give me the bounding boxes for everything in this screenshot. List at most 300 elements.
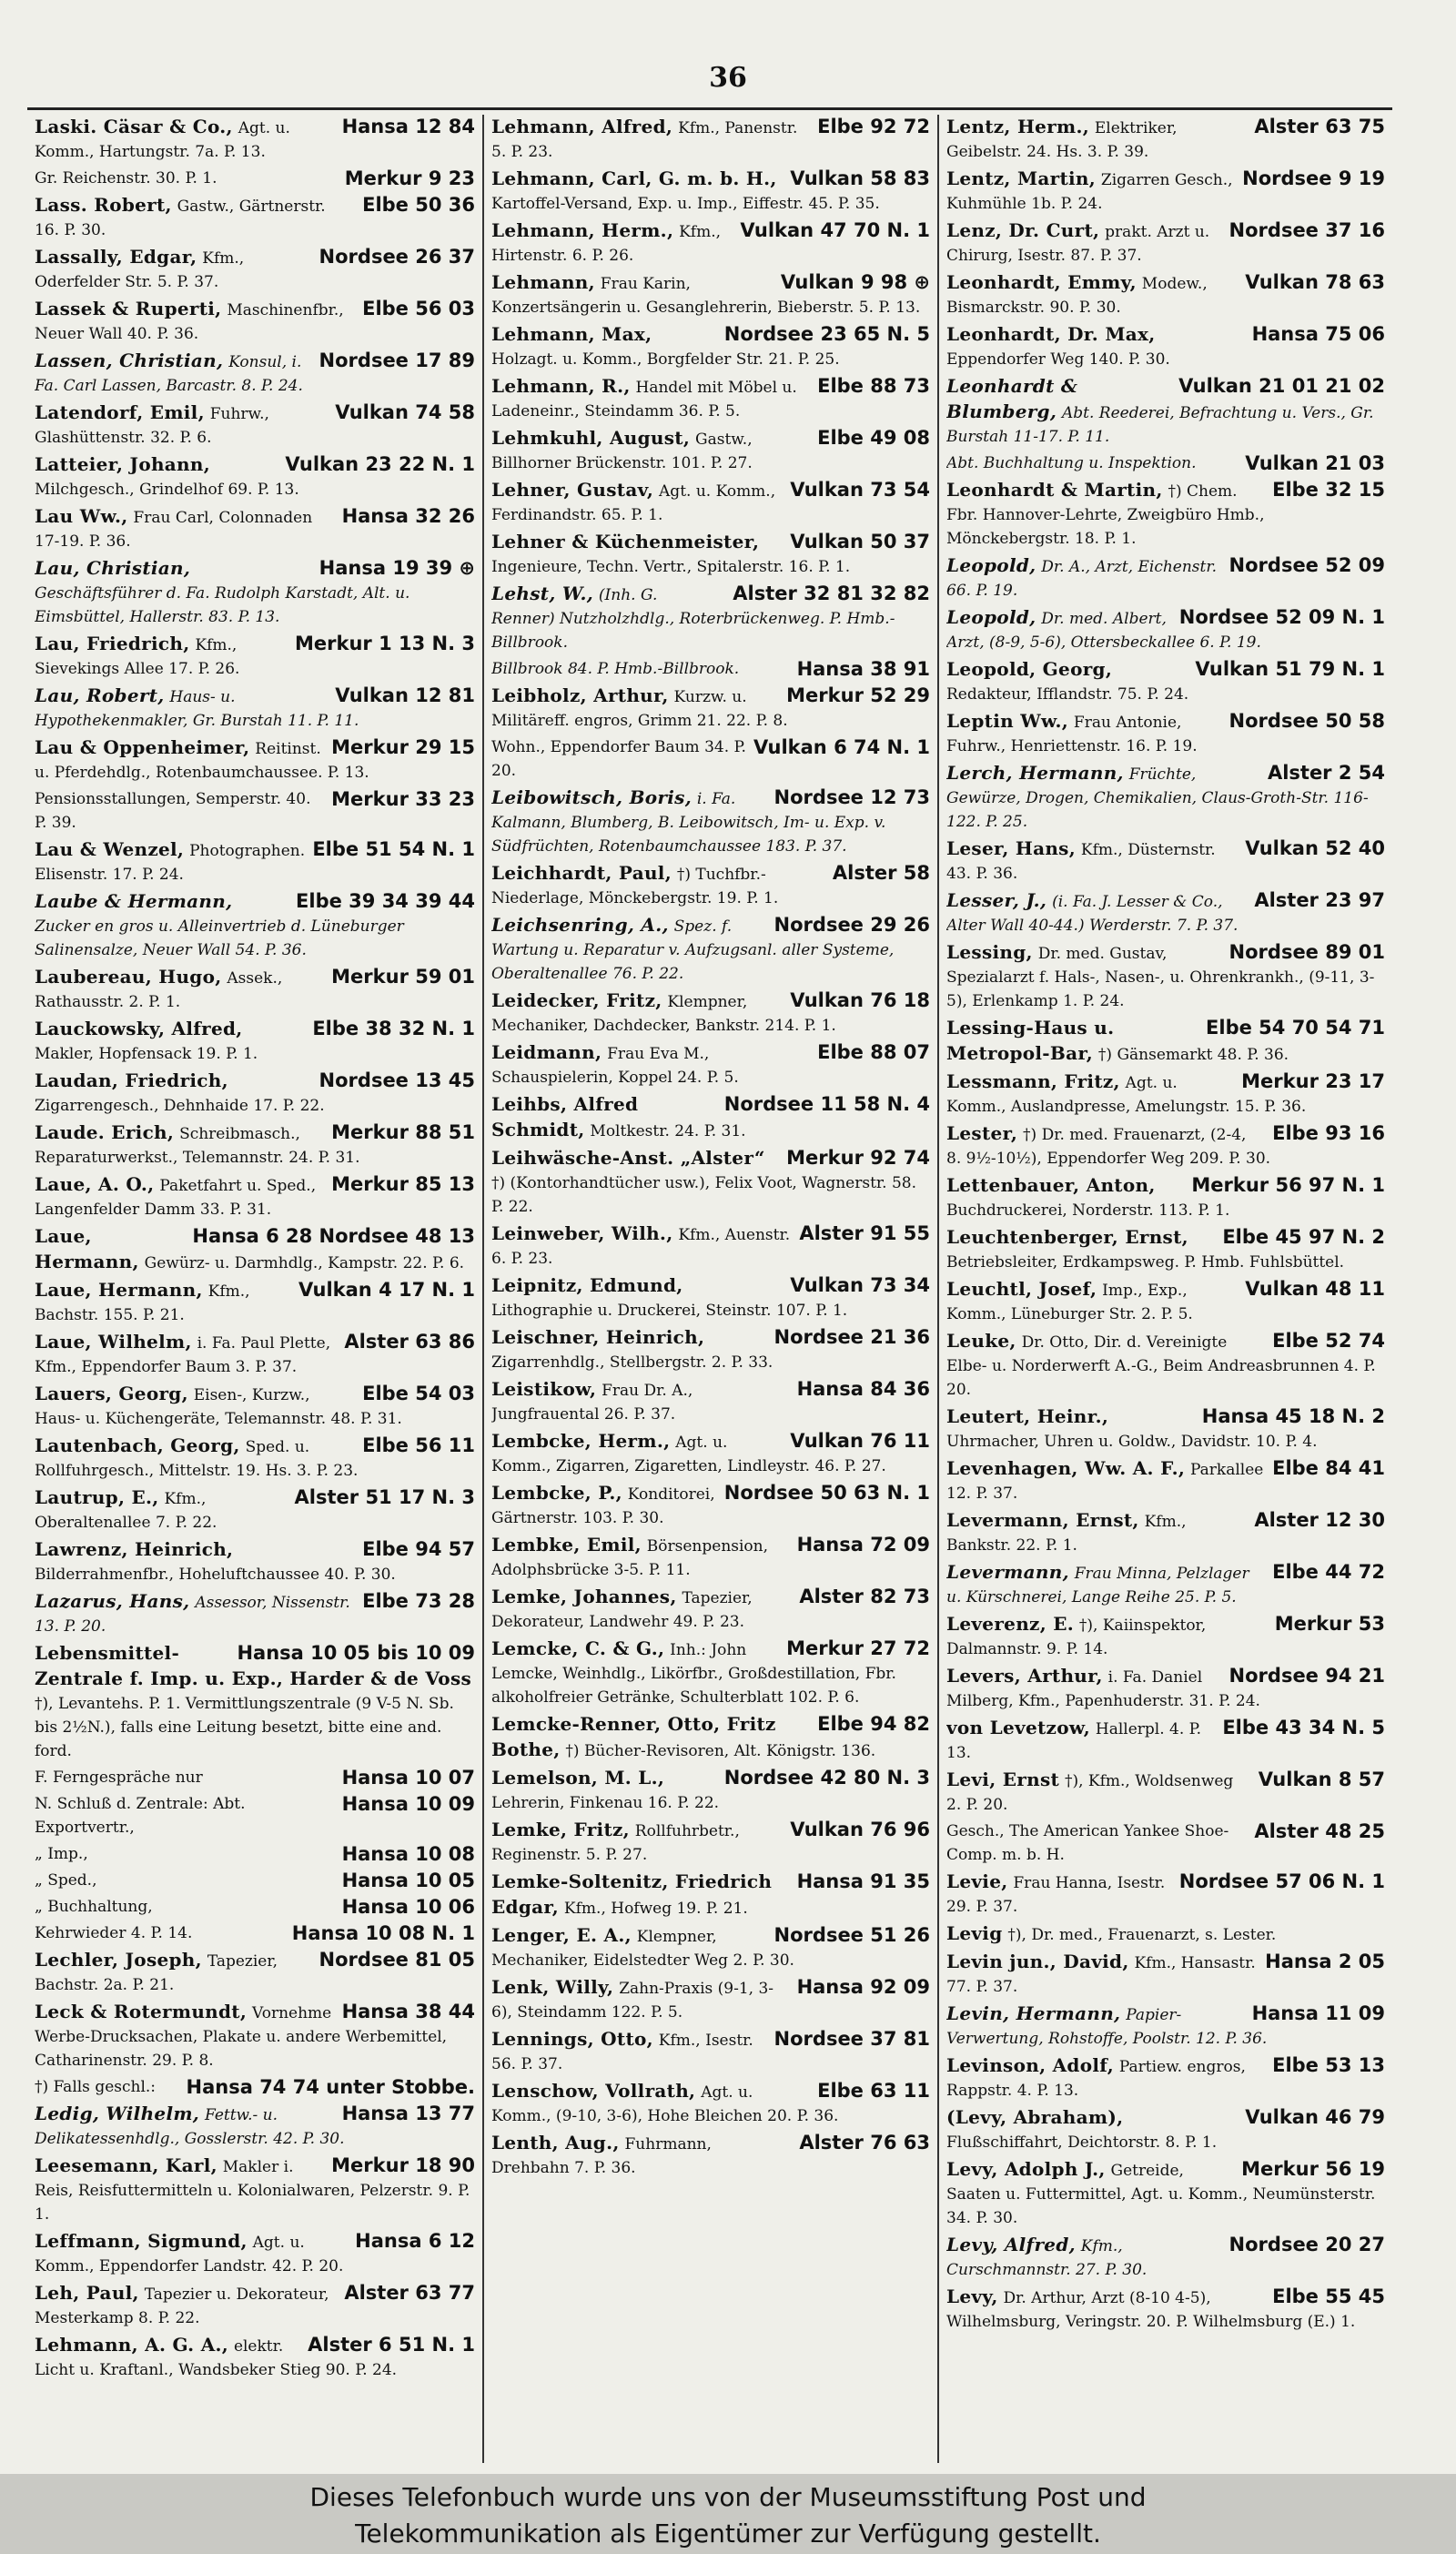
directory-entry	[946, 1277, 1385, 1326]
entry-phone: Elbe 53 13	[1272, 2054, 1385, 2076]
entry-name: Lazarus, Hans,	[35, 1590, 190, 1612]
entry-phone: Nordsee 23 65 N. 5	[723, 323, 930, 345]
entry-phone: Hansa 75 06	[1251, 323, 1385, 345]
directory-entry	[491, 684, 930, 733]
entry-phone: Alster 32 81 32 82	[733, 583, 930, 604]
entry-details: Kfm., Bachstr. 155. P. 21.	[35, 1282, 250, 1324]
directory-entry	[491, 1481, 930, 1530]
directory-entry	[35, 1948, 475, 1997]
entry-details: Flußschiffahrt, Deichtorstr. 8. P. 1.	[946, 2133, 1218, 2152]
entry-details: Agt. u. Komm., Ferdinandstr. 65. P. 1.	[491, 482, 776, 524]
entry-details: Billbrook 84. P. Hmb.-Billbrook.	[491, 660, 740, 678]
entry-phone: Elbe 94 82	[817, 1713, 930, 1735]
entry-details: †) (Kontorhandtücher usw.), Felix Voot, Wagnerstr. 58. P. 22.	[491, 1174, 917, 1216]
entry-name: Levinson, Adolf,	[946, 2054, 1114, 2076]
directory-entry	[946, 605, 1385, 654]
directory-entry	[491, 1637, 930, 1709]
directory-entry	[491, 1923, 930, 1972]
entry-details: Gewürz- u. Darmhdlg., Kampstr. 22. P. 6.	[144, 1254, 465, 1272]
directory-entry	[491, 1585, 930, 1634]
directory-entry	[491, 478, 930, 527]
entry-details: Konditorei, Gärtnerstr. 103. P. 30.	[491, 1485, 715, 1527]
entry-name: (Levy, Abraham),	[946, 2106, 1124, 2128]
entry-name: Laubereau, Hugo,	[35, 966, 222, 988]
entry-name: Leibowitsch, Boris,	[491, 786, 692, 808]
entry-name: Latendorf, Emil,	[35, 401, 205, 423]
entry-details: Kfm., Bankstr. 22. P. 1.	[946, 1513, 1187, 1555]
entry-details: i. Fa. Daniel Milberg, Kfm., Papenhuderstr. 31. P. 24.	[946, 1668, 1260, 1710]
entry-phone: Hansa 74 74 unter Stobbe.	[186, 2076, 475, 2098]
directory-entry	[35, 349, 475, 398]
entry-name: Laude. Erich,	[35, 1121, 175, 1143]
entry-details: Inh.: John Lemcke, Weinhdlg., Likörfbr., Großdestillation, Fbr. alkoholfreier Getränke, Schulterblatt 102. P. 6.	[491, 1641, 896, 1707]
entry-name: Leutert, Heinr.,	[946, 1405, 1109, 1427]
directory-entry	[946, 1921, 1385, 1947]
directory-entry	[946, 1404, 1385, 1454]
directory-entry	[491, 270, 930, 319]
entry-details: Tapezier, Dekorateur, Landwehr 49. P. 23.	[491, 1589, 753, 1631]
entry-phone: Vulkan 50 37	[790, 531, 930, 552]
entry-name: Leichsenring, A.,	[491, 914, 669, 936]
entry-details: Frau Dr. A., Jungfrauental 26. P. 37.	[491, 1382, 693, 1424]
entry-phone: Hansa 6 12	[355, 2230, 475, 2252]
entry-phone: Alster 63 77	[344, 2282, 475, 2304]
entry-details: Dr. med. Albert, Arzt, (8-9, 5-6), Ottersbeckallee 6. P. 19.	[946, 610, 1261, 652]
directory-entry	[35, 1869, 475, 1892]
directory-entry	[946, 761, 1385, 834]
directory-entry	[946, 1121, 1385, 1171]
entry-phone: Hansa 72 09	[796, 1534, 930, 1556]
directory-entry	[946, 1664, 1385, 1713]
entry-details: Fettw.- u. Delikatessenhdlg., Gosslerstr. 42. P. 30.	[35, 2106, 345, 2148]
entry-phone: Hansa 91 35	[796, 1870, 930, 1892]
entry-phone: Vulkan 76 11	[790, 1430, 930, 1452]
entry-details: Assek., Rathausstr. 2. P. 1.	[35, 969, 283, 1011]
footer-line-2: Telekommunikation als Eigentümer zur Verfügung gestellt.	[355, 2519, 1101, 2549]
entry-name: Lehmann, R.,	[491, 375, 631, 397]
entry-name: von Levetzow,	[946, 1717, 1090, 1738]
entry-details: †) Bücher-Revisoren, Alt. Königstr. 136.	[565, 1742, 876, 1760]
directory-entry	[946, 888, 1385, 937]
entry-details: Agt. u. Komm., Auslandpresse, Amelungstr. 15. P. 36.	[946, 1074, 1307, 1116]
entry-phone: Elbe 93 16	[1272, 1122, 1385, 1144]
entry-phone: Merkur 92 74	[786, 1147, 930, 1169]
directory-entry	[946, 218, 1385, 268]
entry-name: Lenschow, Vollrath,	[491, 2080, 696, 2102]
entry-details: †) Tuchfbr.-Niederlage, Mönckebergstr. 19. P. 1.	[491, 866, 779, 907]
entry-phone: Merkur 9 23	[344, 167, 475, 189]
entry-details: Kfm., Auenstr. 6. P. 23.	[491, 1226, 791, 1268]
entry-phone: Hansa 10 08 N. 1	[291, 1922, 475, 1944]
entry-details: Gesch., The American Yankee Shoe-Comp. m. b. H.	[946, 1822, 1229, 1864]
entry-details: †), Kfm., Woldsenweg 2. P. 20.	[946, 1772, 1234, 1814]
directory-entry	[946, 1329, 1385, 1402]
entry-phone: Alster 48 25	[1254, 1820, 1385, 1842]
entry-name: Lawrenz, Heinrich,	[35, 1538, 234, 1560]
entry-details: Kfm., Oderfelder Str. 5. P. 37.	[35, 249, 245, 291]
entry-phone: Merkur 18 90	[331, 2154, 475, 2176]
directory-entry	[35, 193, 475, 242]
entry-name: Leopold,	[946, 554, 1036, 576]
entry-details: Frau Minna, Pelzlager u. Kürschnerei, Lange Reihe 25. P. 5.	[946, 1565, 1249, 1606]
entry-name: Laue, A. O.,	[35, 1173, 155, 1195]
entry-details: Handel mit Möbel u. Ladeneinr., Steindamm 36. P. 5.	[491, 379, 797, 421]
entry-name: Lautrup, E.,	[35, 1486, 159, 1508]
entry-name: Lau Ww.,	[35, 505, 128, 527]
entry-name: Leptin Ww.,	[946, 710, 1069, 732]
entry-phone: Elbe 43 34 N. 5	[1222, 1717, 1385, 1738]
entry-phone: Vulkan 51 79 N. 1	[1195, 658, 1385, 680]
entry-details: Klempner, Mechaniker, Eidelstedter Weg 2. P. 30.	[491, 1928, 794, 1970]
directory-entry	[35, 556, 475, 629]
entry-name: Levy, Alfred,	[946, 2234, 1076, 2255]
entry-phone: Hansa 10 08	[341, 1843, 475, 1865]
entry-details: Vornehme Werbe-Drucksachen, Plakate u. andere Werbemittel, Catharinenstr. 29. P. 8.	[35, 2004, 448, 2070]
entry-name: Lehmann, Max,	[491, 323, 652, 345]
directory-entry	[35, 1017, 475, 1066]
entry-details: „ Buchhaltung,	[35, 1898, 153, 1916]
entry-phone: Nordsee 13 45	[318, 1069, 475, 1091]
directory-entry	[35, 245, 475, 294]
directory-entry	[946, 657, 1385, 706]
entry-phone: Alster 91 55	[799, 1222, 930, 1244]
entry-name: Leonhardt & Martin,	[946, 479, 1163, 501]
directory-entry	[491, 735, 930, 783]
directory-entry	[35, 889, 475, 962]
entry-phone: Elbe 73 28	[362, 1590, 475, 1612]
directory-entry	[946, 2285, 1385, 2334]
entry-details: Getreide, Saaten u. Futtermittel, Agt. u. Komm., Neumünsterstr. 34. P. 30.	[946, 2162, 1376, 2227]
entry-details: Zucker en gros u. Alleinvertrieb d. Lüneburger Salinensalze, Neuer Wall 54. P. 36.	[35, 917, 404, 959]
entry-phone: Elbe 63 11	[817, 2080, 930, 2102]
entry-name: Lemelson, M. L.,	[491, 1767, 665, 1789]
entry-phone: Elbe 54 70 54 71	[1206, 1017, 1385, 1039]
directory-entry	[35, 297, 475, 346]
directory-entry	[35, 1278, 475, 1327]
entry-phone: Elbe 56 11	[362, 1434, 475, 1456]
entry-name: Levig	[946, 1922, 1003, 1944]
entry-phone: Elbe 52 74	[1272, 1330, 1385, 1352]
entry-name: Lassen, Christian,	[35, 350, 224, 371]
entry-phone: Hansa 12 84	[341, 116, 475, 137]
entry-name: Levi, Ernst	[946, 1769, 1060, 1790]
directory-entry	[35, 1172, 475, 1221]
entry-details: Fuhrmann, Drehbahn 7. P. 36.	[491, 2135, 712, 2177]
entry-name: Laue, Hermann,	[35, 1279, 203, 1301]
directory-entry	[946, 940, 1385, 1013]
entry-details: Börsenpension, Adolphsbrücke 3-5. P. 11.	[491, 1537, 769, 1579]
entry-phone: Vulkan 52 40	[1245, 837, 1385, 859]
entry-phone: Nordsee 12 73	[774, 786, 930, 808]
directory-entry	[491, 2131, 930, 2180]
directory-entry	[35, 684, 475, 733]
entry-details: Tapezier u. Dekorateur, Mesterkamp 8. P. 22.	[35, 2285, 329, 2327]
entry-phone: Vulkan 76 96	[790, 1819, 930, 1840]
directory-entry	[946, 1508, 1385, 1557]
directory-entry	[946, 1716, 1385, 1765]
directory-entry	[35, 1895, 475, 1919]
entry-details: Kfm., Düsternstr. 43. P. 36.	[946, 841, 1216, 883]
directory-entry	[35, 115, 475, 164]
entry-details: Kurzw. u. Militäreff. engros, Grimm 21. 22. P. 8.	[491, 688, 788, 730]
entry-name: Lauckowsky, Alfred,	[35, 1018, 243, 1039]
entry-phone: Nordsee 94 21	[1228, 1665, 1385, 1687]
entry-details: Fuhrw., Glashüttenstr. 32. P. 6.	[35, 405, 269, 447]
entry-details: Früchte, Gewürze, Drogen, Chemikalien, Claus-Groth-Str. 116-122. P. 25.	[946, 765, 1369, 831]
entry-details: N. Schluß d. Zentrale: Abt. Exportvertr.,	[35, 1795, 246, 1837]
entry-details: Elektriker, Geibelstr. 24. Hs. 3. P. 39.	[946, 119, 1178, 161]
entry-details: Gr. Reichenstr. 30. P. 1.	[35, 169, 217, 187]
entry-name: Leonhardt, Emmy,	[946, 271, 1137, 293]
entry-phone: Alster 6 51 N. 1	[308, 2334, 475, 2356]
directory-entry	[35, 1382, 475, 1431]
entry-details: Uhrmacher, Uhren u. Goldw., Davidstr. 10. P. 4.	[946, 1433, 1318, 1451]
entry-details: Dr. med. Gustav, Spezialarzt f. Hals-, Nasen-, u. Ohrenkrankh., (9-11, 3-5), Erlenkamp 1. P. 24.	[946, 945, 1375, 1010]
entry-name: Lenger, E. A.,	[491, 1924, 632, 1946]
entry-phone: Merkur 56 97 N. 1	[1191, 1174, 1385, 1196]
entry-name: Lembcke, P.,	[491, 1482, 622, 1504]
entry-details: †), Levantehs. P. 1. Vermittlungszentrale (9 V-5 N. Sb. bis 2½N.), falls eine Leitung besetzt, bitte eine and. ford.	[35, 1695, 454, 1760]
directory-entry	[946, 374, 1385, 449]
entry-name: Latteier, Johann,	[35, 453, 211, 475]
entry-phone: Merkur 56 19	[1241, 2158, 1385, 2180]
directory-entry	[35, 787, 475, 835]
entry-details: i. Fa. Paul Plette, Kfm., Eppendorfer Baum 3. P. 37.	[35, 1334, 331, 1376]
directory-entry	[946, 1456, 1385, 1505]
entry-phone: Hansa 38 44	[341, 2001, 475, 2022]
entry-phone: Merkur 88 51	[331, 1121, 475, 1143]
entry-name: Lessing,	[946, 941, 1033, 963]
directory-entry	[35, 837, 475, 887]
entry-phone: Elbe 39 34 39 44	[296, 890, 475, 912]
directory-entry	[491, 1325, 930, 1374]
entry-phone: Alster 63 86	[344, 1331, 475, 1353]
entry-phone: Vulkan 9 98 ⊕	[780, 271, 930, 293]
entry-phone: Hansa 19 39 ⊕	[318, 557, 475, 579]
entry-details: Pensionsstallungen, Semperstr. 40. P. 39.	[35, 790, 311, 832]
directory-entry	[946, 2157, 1385, 2230]
directory-entry	[35, 1434, 475, 1483]
directory-entry	[946, 1768, 1385, 1817]
entry-name: Lehmann, A. G. A.,	[35, 2334, 229, 2356]
directory-entry	[35, 504, 475, 553]
entry-phone: Vulkan 4 17 N. 1	[298, 1279, 475, 1301]
directory-entry	[946, 451, 1385, 475]
entry-phone: Vulkan 23 22 N. 1	[285, 453, 475, 475]
entry-details: Abt. Buchhaltung u. Inspektion.	[946, 454, 1197, 472]
page-number: 36	[709, 62, 747, 94]
entry-details: Kfm., Curschmannstr. 27. P. 30.	[946, 2237, 1148, 2279]
entry-phone: Elbe 51 54 N. 1	[312, 838, 475, 860]
entry-name: Lauers, Georg,	[35, 1383, 188, 1404]
entry-name: Leonhardt & Blumberg,	[946, 375, 1078, 422]
entry-details: Kfm., Sievekings Allee 17. P. 26.	[35, 636, 240, 678]
entry-phone: Hansa 11 09	[1251, 2002, 1385, 2024]
entry-details: Zahn-Praxis (9-1, 3-6), Steindamm 122. P. 5.	[491, 1980, 774, 2022]
entry-details: Lehrerin, Finkenau 16. P. 22.	[491, 1794, 720, 1812]
entry-details: Makler, Hopfensack 19. P. 1.	[35, 1045, 258, 1063]
entry-name: Lehmkuhl, August,	[491, 427, 691, 449]
entry-name: Lau, Christian,	[35, 557, 191, 579]
entry-phone: Alster 2 54	[1267, 762, 1385, 784]
entry-phone: Elbe 92 72	[817, 116, 930, 137]
entry-phone: Hansa 2 05	[1265, 1951, 1385, 1972]
entry-details: Ingenieure, Techn. Vertr., Spitalerstr. 16. P. 1.	[491, 558, 851, 576]
entry-phone: Hansa 92 09	[796, 1976, 930, 1998]
entry-name: Leonhardt, Dr. Max,	[946, 323, 1156, 345]
entry-name: Leidecker, Fritz,	[491, 989, 662, 1011]
entry-details: Kfm., Hansastr. 77. P. 37.	[946, 1954, 1256, 1996]
entry-phone: Vulkan 21 01 21 02	[1178, 375, 1385, 397]
entry-details: Dr. Otto, Dir. d. Vereinigte Elbe- u. Norderwerft A.-G., Beim Andreasbrunnen 4. P. 20.	[946, 1333, 1376, 1399]
entry-phone: Hansa 38 91	[796, 658, 930, 680]
entry-phone: Elbe 44 72	[1272, 1561, 1385, 1583]
entry-name: Leichhardt, Paul,	[491, 862, 672, 884]
entry-phone: Hansa 6 28 Nordsee 48 13	[192, 1225, 475, 1247]
entry-phone: Vulkan 74 58	[335, 401, 475, 423]
entry-phone: Nordsee 50 63 N. 1	[723, 1482, 930, 1504]
directory-entry	[946, 478, 1385, 551]
entry-name: Leinweber, Wilh.,	[491, 1222, 673, 1244]
entry-details: Assessor, Nissenstr. 13. P. 20.	[35, 1594, 350, 1636]
entry-details: Kfm., Hirtenstr. 6. P. 26.	[491, 223, 722, 265]
entry-phone: Elbe 38 32 N. 1	[312, 1018, 475, 1039]
entry-phone: Elbe 88 07	[817, 1041, 930, 1063]
entry-name: Levie,	[946, 1870, 1008, 1892]
directory-entry	[35, 1485, 475, 1535]
entry-phone: Nordsee 42 80 N. 3	[723, 1767, 930, 1789]
entry-name: Lerch, Hermann,	[946, 762, 1124, 784]
entry-details: Agt. u. Komm., Zigarren, Zigaretten, Lindleystr. 46. P. 27.	[491, 1434, 886, 1475]
directory-entry	[35, 1921, 475, 1945]
entry-name: Leser, Hans,	[946, 837, 1076, 859]
entry-name: Laue, Hermann,	[35, 1225, 139, 1272]
entry-name: Leibholz, Arthur,	[491, 684, 669, 706]
entry-name: Levy,	[946, 2285, 998, 2307]
directory-entry	[35, 2333, 475, 2382]
entry-name: Leischner, Heinrich,	[491, 1326, 705, 1348]
entry-details: Kfm., Isestr. 56. P. 37.	[491, 2032, 753, 2073]
entry-name: Lassally, Edgar,	[35, 246, 197, 268]
entry-name: Leidmann,	[491, 1041, 602, 1063]
column-2	[482, 115, 937, 2463]
entry-name: Lessing-Haus u. Metropol-Bar,	[946, 1017, 1115, 1064]
directory-entry	[35, 2075, 475, 2099]
directory-entry	[491, 1533, 930, 1582]
entry-details: Agt. u. Komm., Eppendorfer Landstr. 42. P. 20.	[35, 2234, 344, 2275]
entry-phone: Merkur 85 13	[331, 1173, 475, 1195]
entry-phone: Nordsee 17 89	[318, 350, 475, 371]
directory-entry	[946, 1950, 1385, 1999]
entry-details: F. Ferngespräche nur	[35, 1769, 203, 1787]
entry-phone: Vulkan 6 74 N. 1	[753, 736, 930, 758]
entry-phone: Hansa 84 36	[796, 1378, 930, 1400]
directory-entry	[491, 582, 930, 654]
entry-name: Lau, Robert,	[35, 684, 165, 706]
entry-phone: Hansa 10 06	[341, 1896, 475, 1918]
directory-entry	[35, 1224, 475, 1275]
directory-entry	[491, 657, 930, 681]
directory-entry	[491, 861, 930, 910]
entry-details: Imp., Exp., Komm., Lüneburger Str. 2. P. 5.	[946, 1282, 1193, 1323]
entry-details: i. Fa. Kalmann, Blumberg, B. Leibowitsch, Im- u. Exp. v. Südfrüchten, Rotenbaumchaussee 183. P. 37.	[491, 790, 886, 856]
directory-entry	[946, 1560, 1385, 1609]
entry-name: Lester,	[946, 1122, 1018, 1144]
entry-details: Moltkestr. 24. P. 31.	[590, 1122, 746, 1140]
entry-name: Leihbs, Alfred Schmidt,	[491, 1093, 639, 1140]
entry-details: Buchdruckerei, Norderstr. 113. P. 1.	[946, 1201, 1230, 1220]
entry-details: Frau Karin, Konzertsängerin u. Gesanglehrerin, Bieberstr. 5. P. 13.	[491, 275, 921, 317]
entry-phone: Nordsee 20 27	[1228, 2234, 1385, 2255]
entry-name: Lehner, Gustav,	[491, 479, 654, 501]
entry-details: Agt. u. Komm., (9-10, 3-6), Hohe Bleichen 20. P. 36.	[491, 2083, 839, 2125]
entry-name: Lau, Friedrich,	[35, 633, 190, 654]
entry-name: Lau & Oppenheimer,	[35, 736, 250, 758]
entry-details: Wohn., Eppendorfer Baum 34. P. 20.	[491, 738, 746, 780]
directory-entry	[35, 735, 475, 785]
directory-entry	[946, 553, 1385, 603]
entry-details: Frau Hanna, Isestr. 29. P. 37.	[946, 1874, 1166, 1916]
entry-phone: Merkur 29 15	[331, 736, 475, 758]
directory-entry	[35, 1589, 475, 1638]
entry-name: Leffmann, Sigmund,	[35, 2230, 248, 2252]
entry-phone: Merkur 52 29	[786, 684, 930, 706]
directory-entry	[35, 1641, 475, 1763]
header-rule	[27, 107, 1392, 110]
entry-details: Zigarrenhdlg., Stellbergstr. 2. P. 33.	[491, 1353, 774, 1372]
directory-entry	[35, 632, 475, 681]
directory-entry	[491, 1712, 930, 1763]
directory-entry	[946, 2233, 1385, 2282]
directory-columns	[27, 115, 1392, 2463]
directory-entry	[946, 1870, 1385, 1919]
directory-entry	[491, 1040, 930, 1090]
entry-name: Lettenbauer, Anton,	[946, 1174, 1156, 1196]
entry-details: Lithographie u. Druckerei, Steinstr. 107. P. 1.	[491, 1302, 848, 1320]
entry-phone: Merkur 59 01	[331, 966, 475, 988]
entry-phone: Nordsee 21 36	[774, 1326, 930, 1348]
entry-name: Lemke-Soltenitz, Friedrich Edgar,	[491, 1870, 773, 1918]
entry-name: Laue, Wilhelm,	[35, 1331, 192, 1353]
directory-entry	[35, 2102, 475, 2151]
directory-entry	[946, 1016, 1385, 1067]
entry-name: Lemcke-Renner, Otto, Fritz Bothe,	[491, 1713, 776, 1760]
entry-details: †), Kaiinspektor, Dalmannstr. 9. P. 14.	[946, 1617, 1207, 1658]
directory-entry	[946, 1225, 1385, 1274]
entry-phone: Elbe 88 73	[817, 375, 930, 397]
entry-details: „ Imp.,	[35, 1845, 88, 1863]
entry-phone: Alster 51 17 N. 3	[294, 1486, 475, 1508]
directory-entry	[35, 1766, 475, 1789]
entry-phone: Nordsee 57 06 N. 1	[1178, 1870, 1385, 1892]
entry-details: Dr. A., Arzt, Eichenstr. 66. P. 19.	[946, 558, 1218, 600]
entry-name: Lenk, Willy,	[491, 1976, 614, 1998]
entry-details: Reitinst. u. Pferdehdlg., Rotenbaumchaussee. P. 13.	[35, 740, 369, 782]
directory-entry	[946, 709, 1385, 758]
directory-entry	[491, 530, 930, 579]
entry-phone: Hansa 45 18 N. 2	[1201, 1405, 1385, 1427]
entry-name: Lehst, W.,	[491, 583, 594, 604]
entry-name: Leopold,	[946, 606, 1036, 628]
entry-phone: Elbe 55 45	[1272, 2285, 1385, 2307]
entry-name: Lemke, Fritz,	[491, 1819, 630, 1840]
entry-details: Kartoffel-Versand, Exp. u. Imp., Eiffestr. 45. P. 35.	[491, 195, 880, 213]
directory-entry	[35, 167, 475, 190]
entry-details: †) Dr. med. Frauenarzt, (2-4, 8. 9½-10½), Eppendorfer Weg 209. P. 30.	[946, 1126, 1271, 1168]
entry-details: Agt. u. Komm., Hartungstr. 7a. P. 13.	[35, 119, 290, 161]
entry-details: Eisen-, Kurzw., Haus- u. Küchengeräte, Telemannstr. 48. P. 31.	[35, 1386, 402, 1428]
directory-entry	[946, 270, 1385, 319]
